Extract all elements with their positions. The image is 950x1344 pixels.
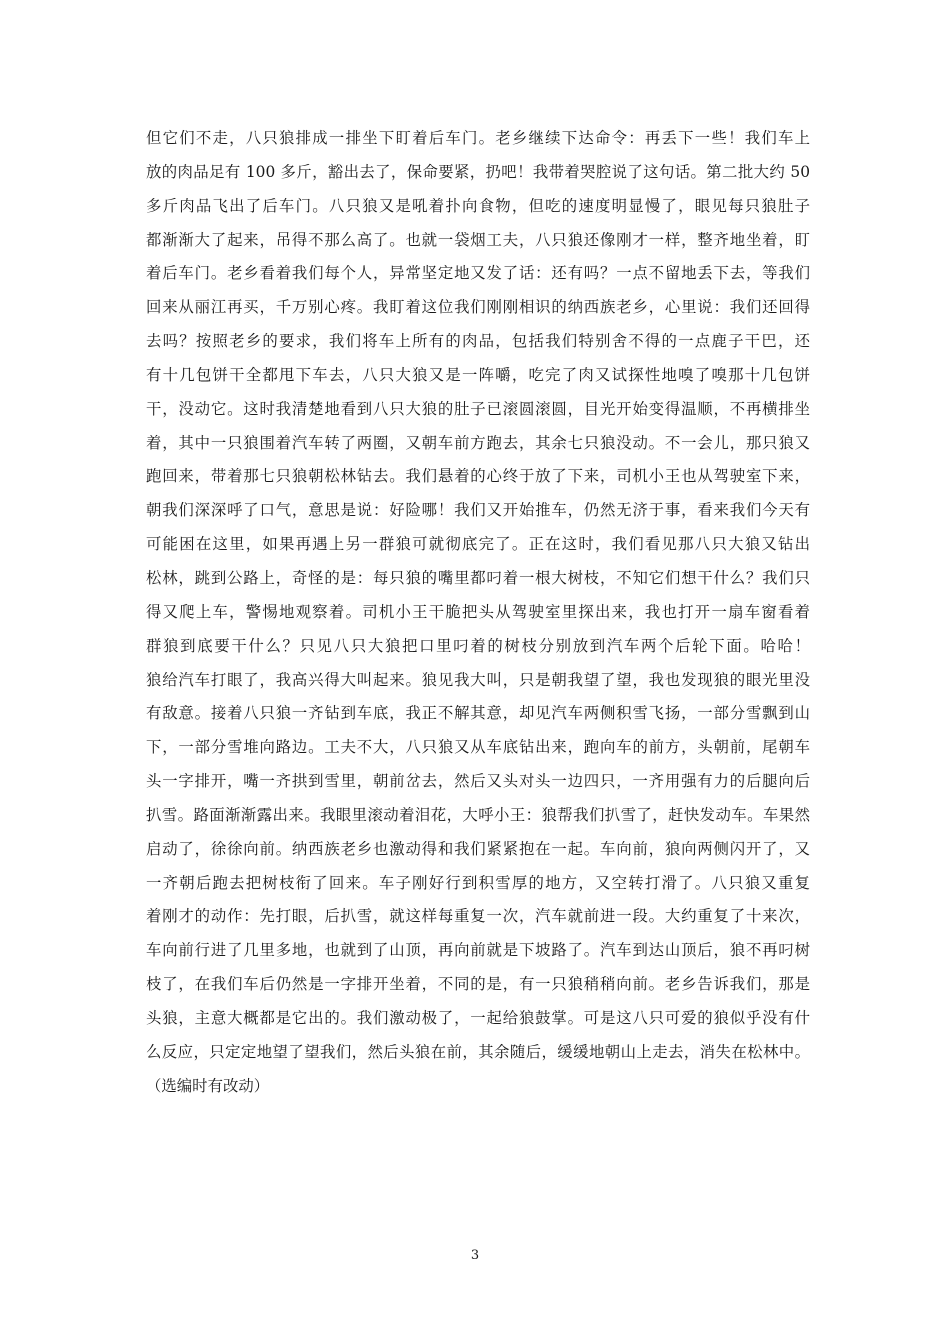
- text-line: 松林，跳到公路上，奇怪的是：每只狼的嘴里都叼着一根大树枝，不知它们想干什么？我们只: [146, 568, 810, 587]
- text-line: 可能困在这里，如果再遇上另一群狼可就彻底完了。正在这时，我们看见那八只大狼又钻出: [146, 535, 810, 554]
- body-text: [146, 122, 810, 1103]
- text-line: 着刚才的动作：先打眼，后扒雪，就这样每重复一次，汽车就前进一段。大约重复了十来次，: [146, 907, 810, 926]
- text-line: 多斤肉品飞出了后车门。八只狼又是吼着扑向食物，但吃的速度明显慢了，眼见每只狼肚子: [146, 196, 810, 215]
- text-line: 枝了，在我们车后仍然是一字排开坐着，不同的是，有一只狼稍稍向前。老乡告诉我们，那是: [146, 975, 810, 994]
- text-line: 跑回来，带着那七只狼朝松林钻去。我们悬着的心终于放了下来，司机小王也从驾驶室下来，: [146, 467, 810, 486]
- text-line: 有敌意。接着八只狼一齐钻到车底，我正不解其意，却见汽车两侧积雪飞扬，一部分雪飘到山: [146, 704, 810, 723]
- text-line: 扒雪。路面渐渐露出来。我眼里滚动着泪花，大呼小王：狼帮我们扒雪了，赶快发动车。车果然: [146, 805, 810, 824]
- text-line: 但它们不走，八只狼排成一排坐下盯着后车门。老乡继续下达命令：再丢下一些！我们车上: [146, 129, 810, 147]
- source-note: （选编时有改动）: [146, 1076, 270, 1095]
- text-line: 去吗？按照老乡的要求，我们将车上所有的肉品，包括我们特别舍不得的一点鹿子干巴，还: [146, 332, 810, 351]
- text-line: 干，没动它。这时我清楚地看到八只大狼的肚子已滚圆滚圆，目光开始变得温顺，不再横排坐: [146, 399, 810, 418]
- text-line: 一齐朝后跑去把树枝衔了回来。车子刚好行到积雪厚的地方，又空转打滑了。八只狼又重复: [146, 873, 810, 892]
- text-line: 回来从丽江再买，千万别心疼。我盯着这位我们刚刚相识的纳西族老乡，心里说：我们还回得: [146, 298, 810, 317]
- text-line: 放的肉品足有 100 多斤，豁出去了，保命要紧，扔吧！我带着哭腔说了这句话。第二批大约 50: [146, 162, 810, 181]
- text-line: 有十几包饼干全都甩下车去，八只大狼又是一阵嚼，吃完了肉又试探性地嗅了嗅那十几包饼: [146, 365, 810, 384]
- text-line: 车向前行进了几里多地，也就到了山顶，再向前就是下坡路了。汽车到达山顶后，狼不再叼树: [146, 941, 810, 960]
- text-line: 头一字排开，嘴一齐拱到雪里，朝前岔去，然后又头对头一边四只，一齐用强有力的后腿向后: [146, 772, 810, 791]
- text-line: 下，一部分雪堆向路边。工夫不大，八只狼又从车底钻出来，跑向车的前方，头朝前，尾朝车: [146, 738, 810, 757]
- text-line: 都渐渐大了起来，吊得不那么高了。也就一袋烟工夫，八只狼还像刚才一样，整齐地坐着，盯: [146, 230, 810, 249]
- text-line: 头狼，主意大概都是它出的。我们激动极了，一起给狼鼓掌。可是这八只可爱的狼似乎没有什: [146, 1008, 810, 1027]
- text-line: 启动了，徐徐向前。纳西族老乡也激动得和我们紧紧抱在一起。车向前，狼向两侧闪开了，又: [146, 839, 810, 858]
- text-line: 么反应，只定定地望了望我们，然后头狼在前，其余随后，缓缓地朝山上走去，消失在松林中。: [146, 1042, 810, 1061]
- page-number: 3: [470, 1248, 480, 1263]
- text-line: 朝我们深深呼了口气，意思是说：好险哪！我们又开始推车，仍然无济于事，看来我们今天有: [146, 501, 810, 520]
- text-line: 群狼到底要干什么？只见八只大狼把口里叼着的树枝分别放到汽车两个后轮下面。哈哈！: [146, 636, 810, 655]
- text-line: 着后车门。老乡看着我们每个人，异常坚定地又发了话：还有吗？一点不留地丢下去，等我们: [146, 264, 810, 283]
- text-line: 狼给汽车打眼了，我高兴得大叫起来。狼见我大叫，只是朝我望了望，我也发现狼的眼光里没: [146, 670, 810, 689]
- text-line: 着，其中一只狼围着汽车转了两圈，又朝车前方跑去，其余七只狼没动。不一会儿，那只狼又: [146, 433, 810, 452]
- text-line: 得又爬上车，警惕地观察着。司机小王干脆把头从驾驶室里探出来，我也打开一扇车窗看着: [146, 602, 810, 621]
